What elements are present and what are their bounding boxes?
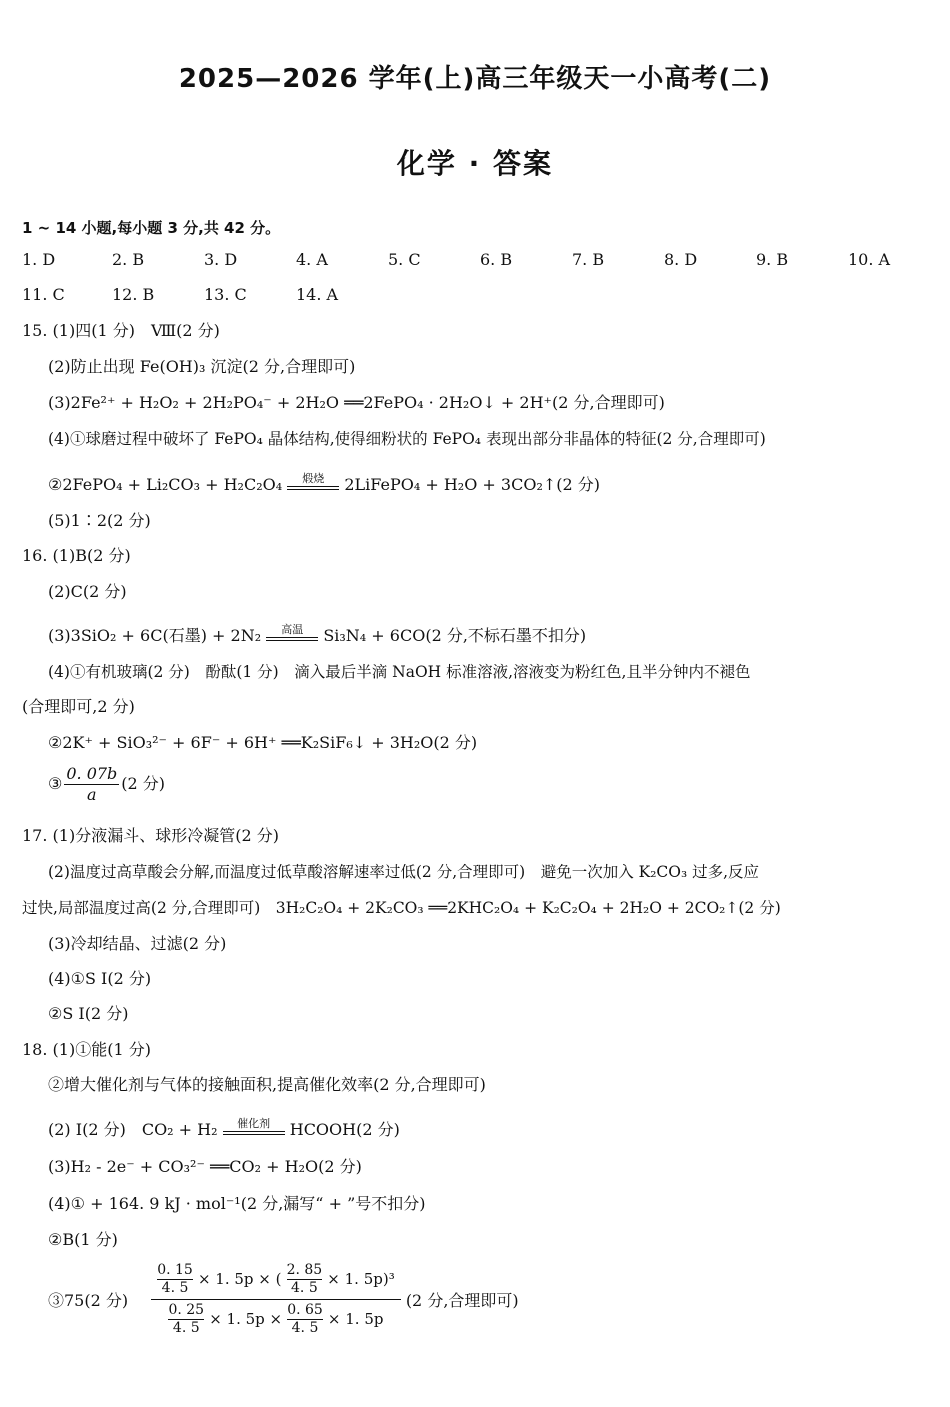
choice-answer: 11. C — [22, 285, 65, 304]
fraction-denominator: 4. 5 — [172, 1320, 200, 1336]
q17-line: (3)冷却结晶、过滤(2 分) — [48, 934, 227, 953]
fraction-numerator: 0. 07b — [66, 764, 118, 783]
q18-equation — [48, 1118, 400, 1142]
equation-products: Si₃N₄ + 6CO(2 分,不标石墨不扣分) — [323, 626, 587, 645]
equation-products: HCOOH(2 分) — [289, 1120, 400, 1139]
q17-line: 过快,局部温度过高(2 分,合理即可) 3H₂C₂O₄ + 2K₂CO₃ ══2KHC₂O₄ + K₂C₂O₄ + 2H₂O + 2CO₂↑(2 分) — [22, 899, 781, 917]
fraction-denominator: 4. 5 — [291, 1280, 318, 1296]
choice-answer: 9. B — [756, 250, 789, 269]
choice-answer: 5. C — [388, 250, 421, 269]
q16-line: ②2K⁺ + SiO₃²⁻ + 6F⁻ + 6H⁺ ══K₂SiF₆↓ + 3H₂O(2 分) — [48, 733, 478, 752]
fraction — [64, 764, 119, 805]
choice-answer: 10. A — [848, 250, 891, 269]
item-marker: ③75(2 分) — [48, 1291, 129, 1310]
choice-answer: 2. B — [112, 250, 145, 269]
q16-line: 16. (1)B(2 分) — [22, 546, 131, 565]
score-note: (2 分) — [121, 774, 166, 793]
equation-arrow — [266, 622, 318, 641]
choice-answer: 3. D — [204, 250, 238, 269]
equation-reactants: (3)3SiO₂ + 6C(石墨) + 2N₂ — [48, 626, 262, 645]
q18-line: (3)H₂ - 2e⁻ + CO₃²⁻ ══CO₂ + H₂O(2 分) — [48, 1157, 362, 1176]
q16-line: (4)①有机玻璃(2 分) 酚酞(1 分) 滴入最后半滴 NaOH 标准溶液,溶液变为粉红色,且半分钟内不褪色 — [48, 663, 751, 681]
q18-equilibrium-expression — [48, 1262, 519, 1337]
q17-line: (4)①S Ⅰ(2 分) — [48, 969, 152, 988]
q15-line: (4)①球磨过程中破坏了 FePO₄ 晶体结构,使得细粉状的 FePO₄ 表现出部分非晶体的特征(2 分,合理即可) — [48, 430, 766, 448]
choice-intro: 1 ~ 14 小题,每小题 3 分,共 42 分。 — [22, 219, 281, 237]
big-fraction-numerator — [151, 1262, 401, 1300]
q18-line: 18. (1)①能(1 分) — [22, 1040, 151, 1059]
big-fraction — [151, 1262, 401, 1337]
q15-line: (2)防止出现 Fe(OH)₃ 沉淀(2 分,合理即可) — [48, 357, 356, 376]
q15-equation — [48, 473, 600, 497]
q17-line: ②S Ⅰ(2 分) — [48, 1004, 129, 1023]
choice-answer: 14. A — [296, 285, 339, 304]
q18-line: (4)① + 164. 9 kJ · mol⁻¹(2 分,漏写“ + ”号不扣分) — [48, 1194, 426, 1213]
q16-fraction-line — [48, 764, 165, 805]
q18-line: ②B(1 分) — [48, 1230, 118, 1249]
choice-answer: 4. A — [296, 250, 328, 269]
q17-line: (2)温度过高草酸会分解,而温度过低草酸溶解速率过低(2 分,合理即可) 避免一次加入 K₂CO₃ 过多,反应 — [48, 863, 760, 881]
q16-line: (合理即可,2 分) — [22, 697, 135, 716]
choice-answer: 12. B — [112, 285, 155, 304]
fraction-numerator: 0. 15 — [157, 1262, 193, 1278]
choice-answer: 6. B — [480, 250, 513, 269]
item-marker: ③ — [48, 774, 63, 793]
fraction-numerator: 0. 25 — [168, 1302, 205, 1318]
equation-reactants: (2) Ⅰ(2 分) CO₂ + H₂ — [48, 1120, 218, 1139]
score-note: (2 分,合理即可) — [405, 1291, 519, 1310]
fraction-denominator: a — [87, 785, 97, 804]
expression-text: × 1. 5p × — [209, 1310, 283, 1328]
big-fraction-denominator — [151, 1300, 401, 1337]
equation-products: 2LiFePO₄ + H₂O + 3CO₂↑(2 分) — [344, 475, 601, 494]
q17-line: 17. (1)分液漏斗、球形冷凝管(2 分) — [22, 826, 279, 845]
reaction-condition: 催化剂 — [237, 1116, 271, 1130]
q15-line: 15. (1)四(1 分) Ⅷ(2 分) — [22, 321, 220, 340]
expression-text: × 1. 5p)³ — [327, 1270, 395, 1288]
q16-line: (2)C(2 分) — [48, 582, 127, 601]
choice-answer: 1. D — [22, 250, 56, 269]
equation-arrow — [287, 471, 339, 490]
page-title: 2025—2026 学年(上)高三年级天一小高考(二) — [178, 64, 772, 94]
choice-answer: 7. B — [572, 250, 605, 269]
fraction-denominator: 4. 5 — [291, 1320, 319, 1336]
expression-text: × 1. 5p × ( — [197, 1270, 282, 1288]
choice-answer: 8. D — [664, 250, 698, 269]
fraction-numerator: 2. 85 — [286, 1262, 323, 1278]
reaction-condition: 煅烧 — [302, 471, 325, 485]
q15-line: (3)2Fe²⁺ + H₂O₂ + 2H₂PO₄⁻ + 2H₂O ══2FePO₄ · 2H₂O↓ + 2H⁺(2 分,合理即可) — [48, 393, 665, 412]
choice-answer: 13. C — [204, 285, 247, 304]
q15-line: (5)1∶2(2 分) — [48, 511, 151, 530]
page-subtitle: 化学 · 答案 — [396, 147, 554, 180]
reaction-condition: 高温 — [281, 622, 304, 636]
q16-equation — [48, 624, 586, 648]
q18-line: ②增大催化剂与气体的接触面积,提高催化效率(2 分,合理即可) — [48, 1075, 486, 1094]
fraction-denominator: 4. 5 — [161, 1280, 189, 1296]
expression-text: × 1. 5p — [327, 1310, 384, 1328]
fraction-numerator: 0. 65 — [287, 1302, 323, 1318]
equation-arrow — [223, 1116, 285, 1135]
equation-reactants: ②2FePO₄ + Li₂CO₃ + H₂C₂O₄ — [48, 475, 283, 494]
